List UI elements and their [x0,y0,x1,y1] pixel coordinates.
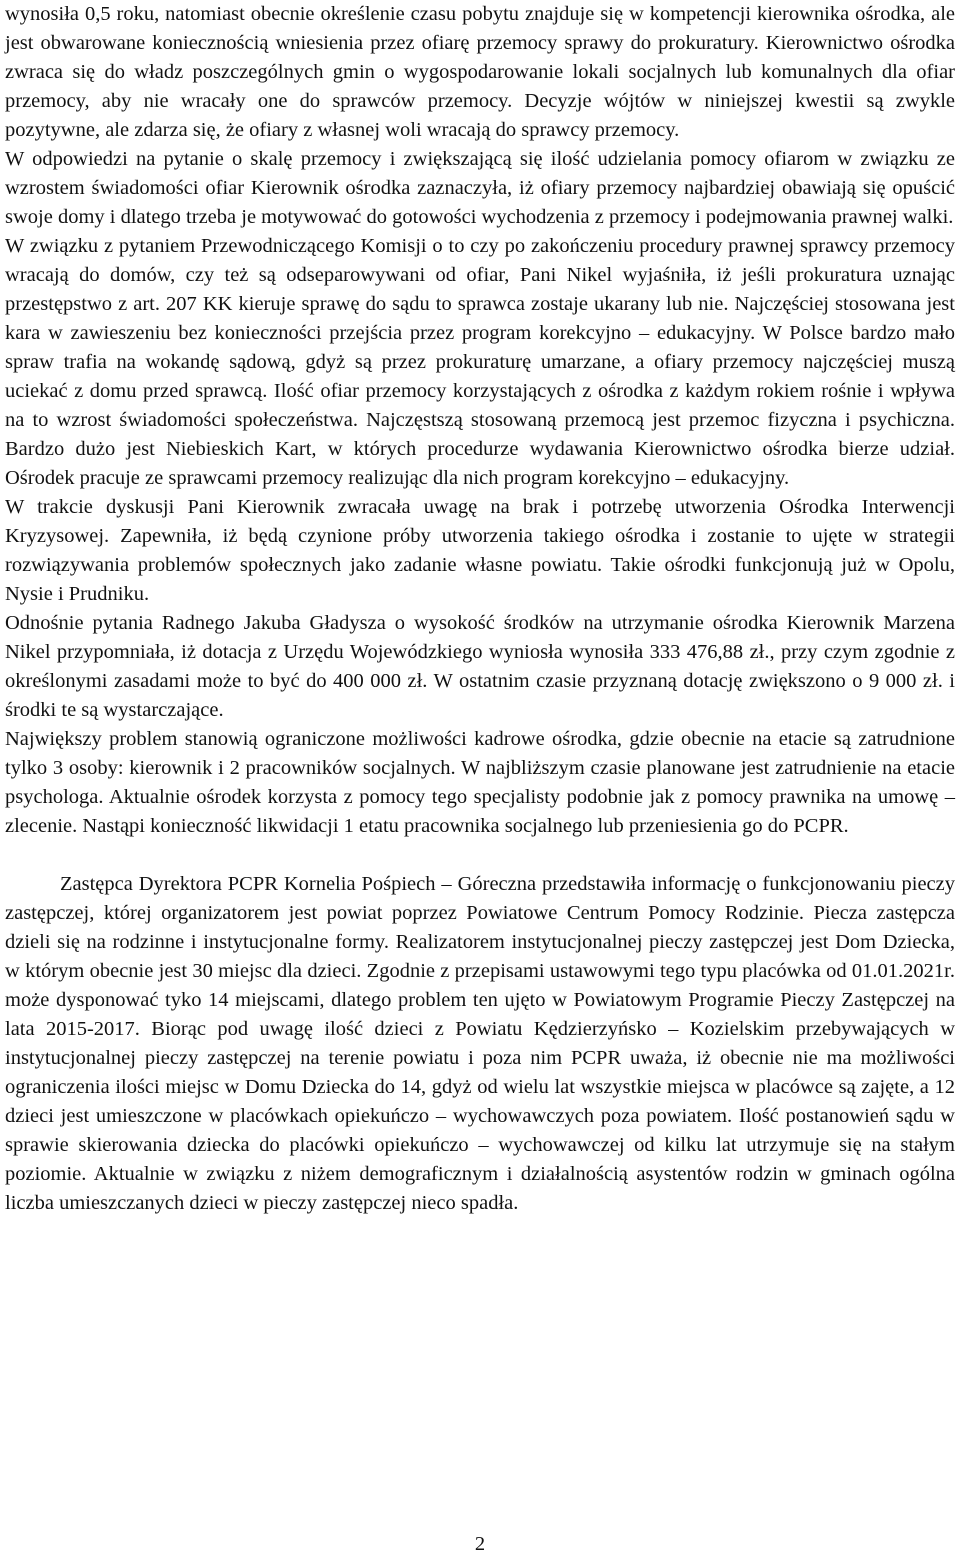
paragraph-violence-scale: W odpowiedzi na pytanie o skalę przemocy i zwiększającą się ilość udzielania pomocy ofiarom w związku ze wzrostem świadomości ofiar Kierownik ośrodka zaznaczyła, iż ofiary przemocy najbardziej obawiają się opuścić swoje domy i dlatego trzeba je motywować do gotowości wychodzenia z przemocy i podejmowania prawnej walki. [5,148,955,228]
paragraph-shelter-stay: wynosiła 0,5 roku, natomiast obecnie określenie czasu pobytu znajduje się w kompetencji kierownika ośrodka, ale jest obwarowane koniecznością wniesienia przez ofiarę przemocy sprawy do prokuratury. Kierownictwo ośrodka zwraca się do władz poszczególnych gmin o wygospodarowanie lokali socjalnych lub komunalnych dla ofiar przemocy, aby nie wracały one do sprawców przemocy. Decyzje wójtów w niniejszej kwestii są zwykle pozytywne, ale zdarza się, że ofiary z własnej woli wracają do sprawcy przemocy. [5,3,955,141]
paragraph-staffing: Największy problem stanowią ograniczone możliwości kadrowe ośrodka, gdzie obecnie na etacie są zatrudnione tylko 3 osoby: kierownik i 2 pracowników socjalnych. W najbliższym czasie planowane jest zatrudnienie na etacie psychologa. Aktualnie ośrodek korzysta z pomocy tego specjalisty podobnie jak z pomocy prawnika na umowę – zlecenie. Nastąpi konieczność likwidacji 1 etatu pracownika socjalnego lub przeniesienia go do PCPR. [5,728,955,837]
paragraph-spacer [5,841,955,870]
paragraph-crisis-center: W trakcie dyskusji Pani Kierownik zwracała uwagę na brak i potrzebę utworzenia Ośrodka Interwencji Kryzysowej. Zapewniła, iż będą czynione próby utworzenia takiego ośrodka i zostanie to ujęte w strategii rozwiązywania problemów społecznych jako zadanie własne powiatu. Takie ośrodki funkcjonują już w Opolu, Nysie i Prudniku. [5,496,955,605]
paragraph-funding: Odnośnie pytania Radnego Jakuba Gładysza o wysokość środków na utrzymanie ośrodka Kierownik Marzena Nikel przypomniała, iż dotacja z Urzędu Wojewódzkiego wyniosła wynosiła 333 476,88 zł., przy czym zgodnie z określonymi zasadami może to być do 400 000 zł. W ostatnim czasie przyznaną dotację zwiększono o 9 000 zł. i środki te są wystarczające. [5,612,955,721]
paragraph-legal-procedure: W związku z pytaniem Przewodniczącego Komisji o to czy po zakończeniu procedury prawnej sprawcy przemocy wracają do domów, czy też są odseparowywani od ofiar, Pani Nikel wyjaśniła, iż jeśli prokuratura uznając przestępstwo z art. 207 KK kieruje sprawę do sądu to sprawca zostaje ukarany lub nie. Najczęściej stosowana jest kara w zawieszeniu bez konieczności przejścia przez program korekcyjno – edukacyjny. W Polsce bardzo mało spraw trafia na wokandę sądową, gdyż są przez prokuraturę umarzane, a ofiary przemocy najczęściej muszą uciekać z domu przed sprawcą. Ilość ofiar przemocy korzystających z ośrodka z każdym rokiem rośnie i wpływa na to wzrost świadomości społeczeństwa. Najczęstszą stosowaną przemocą jest przemoc fizyczna i psychiczna. Bardzo dużo jest Niebieskich Kart, w których procedurze wydawania Kierownictwo ośrodka bierze udział. Ośrodek pracuje ze sprawcami przemocy realizując dla nich program korekcyjno – edukacyjny. [5,235,955,489]
page-number: 2 [474,1533,486,1555]
paragraph-foster-care: Zastępca Dyrektora PCPR Kornelia Pośpiech – Góreczna przedstawiła informację o funkcjonowaniu pieczy zastępczej, której organizatorem jest powiat poprzez Powiatowe Centrum Pomocy Rodzinie. Piecza zastępcza dzieli się na rodzinne i instytucjonalne formy. Realizatorem instytucjonalnej pieczy zastępczej jest Dom Dziecka, w którym obecnie jest 30 miejsc dla dzieci. Zgodnie z przepisami ustawowymi tego typu placówka od 01.01.2021r. może dysponować tyko 14 miejscami, dlatego problem ten ujęto w Powiatowym Programie Pieczy Zastępczej na lata 2015-2017. Biorąc pod uwagę ilość dzieci z Powiatu Kędzierzyńsko – Kozielskim przebywających w instytucjonalnej pieczy zastępczej na terenie powiatu i poza nim PCPR uważa, iż obecnie nie ma możliwości ograniczenia ilości miejsc w Domu Dziecka do 14, gdyż od wielu lat wszystkie miejsca w placówce są zajęte, a 12 dzieci jest umieszczone w placówkach opiekuńczo – wychowawczych poza powiatem. Ilość postanowień sądu w sprawie skierowania dziecka do placówki opiekuńczo – wychowawczej od kilku lat utrzymuje się na stałym poziomie. Aktualnie w związku z niżem demograficznym i działalnością asystentów rodzin w gminach ogólna liczba umieszczanych dzieci w pieczy zastępczej nieco spadła. [5,873,955,1214]
document-page [5,0,955,1557]
